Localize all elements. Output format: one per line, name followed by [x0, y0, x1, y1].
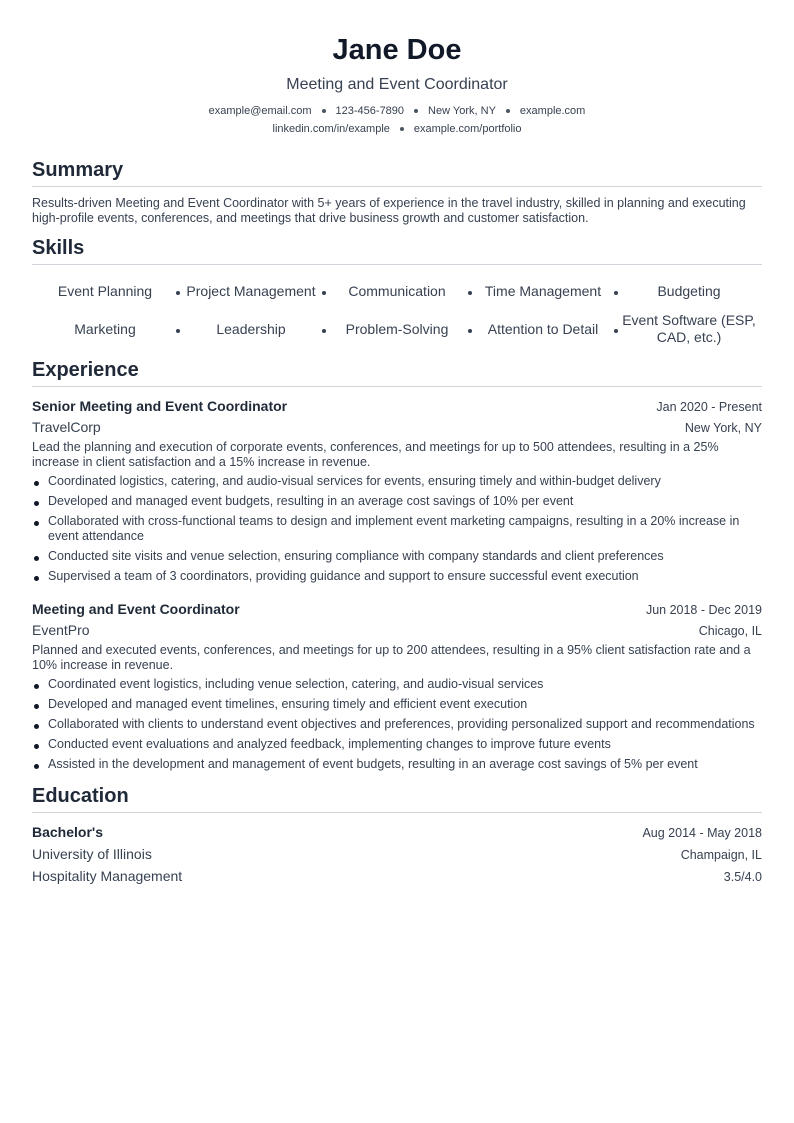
list-item	[32, 757, 762, 772]
bullet-text: Supervised a team of 3 coordinators, providing guidance and support to ensure successful event execution	[48, 569, 639, 583]
skill-item	[32, 312, 178, 346]
list-item	[32, 737, 762, 752]
education-dates: Aug 2014 - May 2018	[642, 826, 762, 840]
education-school-row	[32, 844, 762, 866]
candidate-title: Meeting and Event Coordinator	[286, 76, 508, 93]
bullet-text: Developed and managed event timelines, ensuring timely and efficient event execution	[48, 697, 528, 711]
separator-dot	[506, 109, 510, 113]
skill-item	[616, 312, 762, 346]
education-section	[32, 784, 762, 888]
bullet-dot	[34, 481, 39, 486]
contact-row-secondary	[32, 122, 762, 136]
education-degree-row	[32, 822, 762, 844]
bullet-text: Collaborated with cross-functional teams to design and implement event marketing campaigns, resulting in a 20% increase in event attendance	[48, 514, 740, 543]
job-dates: Jun 2018 - Dec 2019	[645, 603, 762, 617]
skill-label: Time Management	[484, 282, 602, 299]
skill-label: Marketing	[74, 320, 136, 337]
bullet-dot	[34, 684, 39, 689]
job-location: Chicago, IL	[698, 624, 762, 638]
skill-label: Project Management	[186, 282, 316, 299]
bullet-text: Developed and managed event budgets, resulting in an average cost savings of 10% per event	[48, 494, 574, 508]
list-item	[32, 474, 762, 489]
skill-item	[616, 274, 762, 308]
skill-item	[324, 274, 470, 308]
job-company-row	[32, 416, 762, 438]
summary-section	[32, 158, 762, 226]
skill-label: Problem-Solving	[345, 320, 449, 337]
job-title: Senior Meeting and Event Coordinator	[32, 398, 288, 414]
bullet-dot	[34, 704, 39, 709]
skill-item	[470, 274, 616, 308]
education-school: University of Illinois	[32, 846, 152, 862]
bullet-dot	[34, 744, 39, 749]
bullet-dot	[34, 521, 39, 526]
job-company-row	[32, 619, 762, 641]
section-heading-experience: Experience	[32, 358, 762, 387]
contact-location: New York, NY	[428, 105, 496, 117]
skill-label: Attention to Detail	[487, 320, 599, 337]
bullet-text: Coordinated logistics, catering, and audio-visual services for events, ensuring timely and within-budget delivery	[48, 474, 661, 488]
job-header	[32, 397, 762, 416]
separator-dot	[322, 109, 326, 113]
job-company: TravelCorp	[32, 419, 101, 435]
contact-linkedin[interactable]: linkedin.com/in/example	[272, 123, 390, 135]
job-location: New York, NY	[684, 421, 762, 435]
skills-grid	[32, 274, 762, 346]
job-header	[32, 600, 762, 619]
skill-item	[32, 274, 178, 308]
education-field-row	[32, 866, 762, 888]
section-heading-education: Education	[32, 784, 762, 813]
job-description: Planned and executed events, conferences, and meetings for up to 200 attendees, resulting in a 95% client satisfaction rate and a 10% increase in revenue.	[32, 643, 751, 672]
list-item	[32, 677, 762, 692]
list-item	[32, 494, 762, 509]
education-gpa: 3.5/4.0	[723, 870, 762, 884]
bullet-dot	[34, 501, 39, 506]
job-bullets	[32, 677, 762, 772]
section-heading-summary: Summary	[32, 158, 762, 187]
skills-section	[32, 236, 762, 346]
contact-phone[interactable]: 123-456-7890	[335, 105, 405, 117]
bullet-text: Coordinated event logistics, including venue selection, catering, and audio-visual services	[48, 677, 544, 691]
bullet-text: Collaborated with clients to understand event objectives and preferences, providing personalized support and recommendations	[48, 717, 755, 731]
bullet-dot	[34, 576, 39, 581]
job-entry	[32, 397, 762, 584]
list-item	[32, 569, 762, 584]
job-bullets	[32, 474, 762, 584]
education-location: Champaign, IL	[680, 848, 762, 862]
summary-text: Results-driven Meeting and Event Coordinator with 5+ years of experience in the travel industry, skilled in planning and executing high-profile events, conferences, and meetings that drive business growth and customer satisfaction.	[32, 196, 746, 225]
skill-label: Budgeting	[657, 282, 721, 299]
candidate-name: Jane Doe	[332, 34, 462, 66]
experience-section	[32, 358, 762, 772]
contact-portfolio[interactable]: example.com/portfolio	[413, 123, 522, 135]
skill-label: Event Software (ESP, CAD, etc.)	[622, 312, 756, 345]
bullet-text: Assisted in the development and management of event budgets, resulting in an average cost savings of 5% per event	[48, 757, 698, 771]
skill-item	[324, 312, 470, 346]
contact-email[interactable]: example@email.com	[208, 105, 312, 117]
separator-dot	[400, 127, 404, 131]
skill-label: Communication	[348, 282, 446, 299]
list-item	[32, 514, 762, 544]
job-dates: Jan 2020 - Present	[656, 400, 762, 414]
contact-row-primary	[32, 104, 762, 118]
bullet-dot	[34, 764, 39, 769]
education-field: Hospitality Management	[32, 868, 183, 884]
bullet-text: Conducted site visits and venue selection, ensuring compliance with company standards and client preferences	[48, 549, 664, 563]
bullet-dot	[34, 724, 39, 729]
list-item	[32, 717, 762, 732]
separator-dot	[414, 109, 418, 113]
list-item	[32, 549, 762, 564]
job-entry	[32, 600, 762, 772]
education-degree: Bachelor's	[32, 824, 104, 840]
job-company: EventPro	[32, 622, 90, 638]
education-entry	[32, 822, 762, 888]
bullet-dot	[34, 556, 39, 561]
job-description: Lead the planning and execution of corporate events, conferences, and meetings for up to 500 attendees, resulting in a 25% increase in client satisfaction and a 15% increase in revenue.	[32, 440, 719, 469]
skill-label: Leadership	[216, 320, 286, 337]
section-heading-skills: Skills	[32, 236, 762, 265]
bullet-text: Conducted event evaluations and analyzed feedback, implementing changes to improve future events	[48, 737, 611, 751]
skill-label: Event Planning	[57, 282, 153, 299]
skill-item	[178, 312, 324, 346]
job-title: Meeting and Event Coordinator	[32, 601, 240, 617]
list-item	[32, 697, 762, 712]
skill-item	[470, 312, 616, 346]
skill-item	[178, 274, 324, 308]
contact-website[interactable]: example.com	[519, 105, 586, 117]
